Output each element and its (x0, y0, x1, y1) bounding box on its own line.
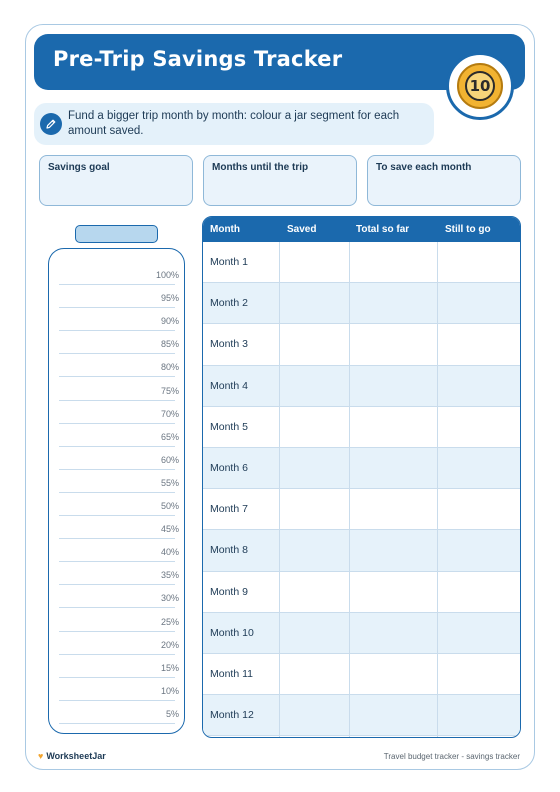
jar-percent-label: 45% (160, 524, 179, 535)
table-row[interactable] (203, 242, 520, 283)
coin-value: 10 (465, 71, 495, 101)
jar-percent-label: 90% (160, 316, 179, 327)
savings-table (202, 216, 521, 738)
month-label: Month 5 (210, 420, 248, 433)
footer-caption: Travel budget tracker - savings tracker (383, 752, 520, 761)
heart-icon: ♥ (38, 751, 44, 761)
jar-percent-label: 30% (160, 593, 179, 604)
jar-segment[interactable] (59, 424, 179, 447)
jar-segment[interactable] (59, 585, 179, 608)
month-label: Month 8 (210, 544, 248, 557)
month-label: Month 6 (210, 462, 248, 474)
jar-percent-label: 35% (160, 570, 179, 581)
jar-percent-label: 60% (160, 454, 179, 465)
table-row[interactable] (203, 695, 520, 736)
jar-percent-label: 65% (160, 431, 179, 442)
table-header (203, 217, 520, 242)
jar-percent-label: 75% (160, 385, 179, 396)
jar-segment[interactable] (59, 516, 179, 539)
table-row[interactable] (203, 407, 520, 448)
jar-percent-label: 20% (160, 639, 179, 650)
header-month: Month (210, 224, 240, 235)
jar-segment[interactable] (59, 632, 179, 655)
footer-brand (38, 751, 106, 761)
table-row[interactable] (203, 366, 520, 407)
jar-segment[interactable] (59, 539, 179, 562)
savings-goal-field[interactable] (39, 155, 193, 206)
header-still-to-go: Still to go (445, 224, 491, 235)
instruction-box (34, 103, 434, 145)
header-total-so-far: Total so far (356, 224, 410, 235)
month-label: Month 11 (210, 668, 253, 680)
save-each-month-label: To save each month (376, 162, 472, 173)
jar-percent-label: 15% (160, 662, 179, 673)
month-label: Month 12 (210, 709, 254, 722)
jar-percent-label: 95% (160, 293, 179, 304)
coin-badge (446, 52, 514, 120)
jar-percent-label: 40% (160, 547, 179, 558)
month-label: Month 3 (210, 338, 248, 351)
jar-percent-label: 25% (160, 616, 179, 627)
jar-segment[interactable] (59, 562, 179, 585)
month-label: Month 10 (210, 626, 254, 639)
instruction-text: Fund a bigger trip month by month: colour a jar segment for each amount saved. (68, 110, 400, 137)
jar-segment[interactable] (59, 493, 179, 516)
save-each-month-field[interactable] (367, 155, 521, 206)
months-until-trip-field[interactable] (203, 155, 357, 206)
column-divider (279, 242, 280, 738)
jar-segment[interactable] (59, 655, 179, 678)
jar-segment[interactable] (59, 401, 179, 424)
header-saved: Saved (287, 224, 317, 235)
jar-percent-label: 85% (160, 339, 179, 350)
jar-percent-label: 50% (160, 501, 179, 511)
month-label: Month 9 (210, 585, 248, 598)
month-label: Month 1 (210, 256, 248, 268)
savings-goal-label: Savings goal (48, 162, 110, 173)
jar-percent-label: 100% (155, 270, 179, 280)
column-divider (437, 242, 438, 738)
pencil-icon (40, 113, 62, 135)
month-label: Month 4 (210, 379, 248, 392)
coin-icon (457, 63, 503, 109)
jar-segment[interactable] (59, 285, 179, 308)
table-row[interactable] (203, 613, 520, 654)
jar-segment[interactable] (59, 354, 179, 377)
months-until-trip-label: Months until the trip (212, 162, 309, 173)
jar-segment[interactable] (59, 470, 179, 493)
jar-segment[interactable] (59, 447, 179, 470)
table-row[interactable] (203, 530, 520, 571)
jar-segment[interactable] (59, 678, 179, 701)
jar-segment[interactable] (59, 331, 179, 354)
month-label: Month 7 (210, 503, 248, 516)
table-row[interactable] (203, 283, 520, 324)
page-title: Pre-Trip Savings Tracker (53, 47, 343, 71)
table-row[interactable] (203, 489, 520, 530)
month-label: Month 2 (210, 297, 248, 310)
jar-percent-label: 5% (165, 708, 179, 719)
jar-segment[interactable] (59, 378, 179, 401)
table-row[interactable] (203, 572, 520, 613)
jar-segment[interactable] (59, 308, 179, 331)
table-row[interactable] (203, 448, 520, 489)
jar-lid (75, 225, 158, 243)
jar-percent-label: 10% (160, 685, 179, 696)
table-row[interactable] (203, 324, 520, 365)
savings-jar (48, 248, 185, 734)
jar-percent-label: 55% (160, 477, 179, 488)
table-row[interactable] (203, 654, 520, 695)
jar-percent-label: 70% (160, 408, 179, 419)
jar-segment[interactable] (59, 262, 179, 285)
jar-segment[interactable] (59, 701, 179, 724)
jar-segment[interactable] (59, 609, 179, 632)
jar-percent-label: 80% (160, 362, 179, 373)
footer-brand-text: WorksheetJar (46, 751, 106, 761)
column-divider (349, 242, 350, 738)
